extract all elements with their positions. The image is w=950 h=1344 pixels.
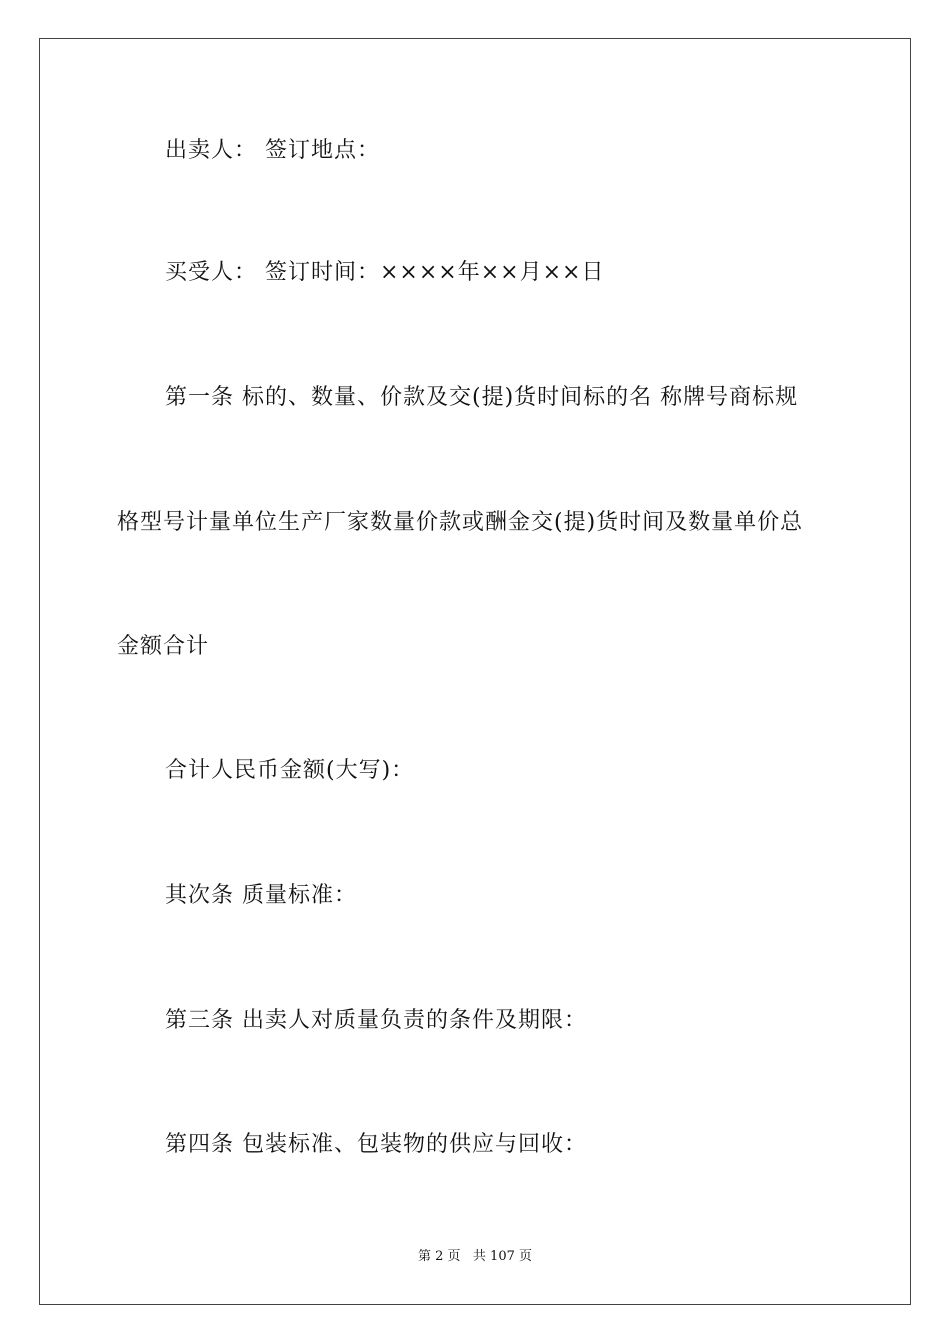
article-one-continued-line: 格型号计量单位生产厂家数量价款或酬金交(提)货时间及数量单价总 — [117, 510, 804, 535]
article-two-line: 其次条 质量标准： — [165, 883, 357, 908]
page-number-footer: 第 2 页 共 107 页 — [417, 1249, 532, 1264]
article-three-line: 第三条 出卖人对质量负责的条件及期限： — [165, 1008, 587, 1033]
article-one-line: 第一条 标的、数量、价款及交(提)货时间标的名 称牌号商标规 — [165, 385, 799, 410]
buyer-line: 买受人： 签订时间：××××年××月××日 — [165, 260, 605, 285]
total-amount-line: 金额合计 — [117, 634, 210, 659]
rmb-total-line: 合计人民币金额(大写)： — [165, 758, 415, 783]
page-border — [39, 38, 911, 1305]
article-four-line: 第四条 包装标准、包装物的供应与回收： — [165, 1132, 587, 1157]
seller-line: 出卖人： 签订地点： — [165, 138, 380, 163]
